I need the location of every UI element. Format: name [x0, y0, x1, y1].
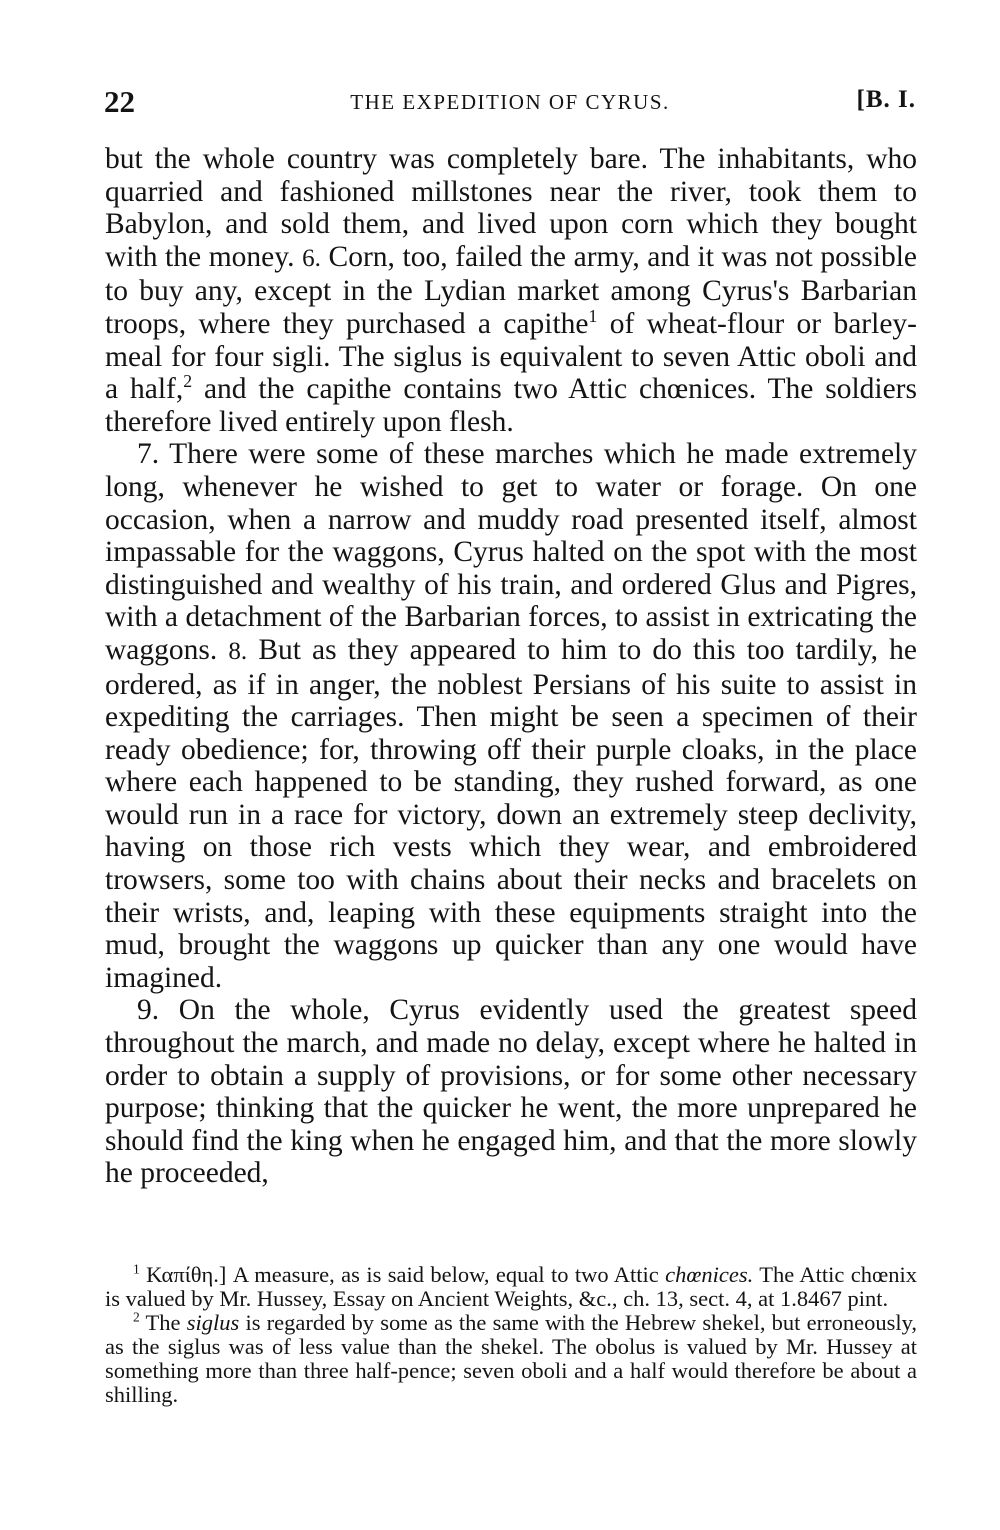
footnote-marker: 2: [133, 1309, 140, 1325]
text-run: The Attic chœnix is valued by Mr. Hussey, Essay on Ancient Weights, &c., ch. 13, sect. 4, at 1.8467 pint.: [105, 1262, 918, 1311]
footnote: [105, 1311, 917, 1407]
text-run: A measure, as is said below, equal to two Attic: [232, 1262, 659, 1287]
text-run: is regarded by some as the same with the Hebrew shekel, but erroneously, as the siglus was of less value than the shekel. The obolus is valued by Mr. Hussey at something more than three half-pence; seven oboli and a half would therefore be about a shilling.: [105, 1310, 917, 1407]
section-number: 7.: [137, 438, 160, 471]
footnote: [105, 1263, 917, 1311]
paragraph: [105, 438, 917, 994]
text-run: There were some of these marches which he made extremely long, whenever he wished to get to water or forage. On one occasion, when a narrow and muddy road presented itself, almost impassable for the waggons, Cyrus halted on the spot with the most distinguished and wealthy of his train, and ordered Glus and Pigres, with a detachment of the Barbarian forces, to assist in extricating the waggons.: [105, 438, 917, 666]
greek-term: Καπίθη.]: [146, 1262, 227, 1287]
text-run: On the whole, Cyrus evidently used the greatest speed throughout the march, and made no delay, except where he halted in order to obtain a supply of provisions, or for some other necessary purpose; thinking that the quicker he went, the more unprepared he should find the king when he engaged him, and that the more slowly he proceeded,: [105, 994, 917, 1190]
section-number: 8.: [228, 637, 248, 665]
section-number: 6.: [302, 244, 321, 272]
footnote-marker: 1: [133, 1261, 140, 1277]
footnote-ref: 1: [588, 306, 598, 327]
italic-term: chœnices.: [665, 1262, 754, 1287]
book-reference: [B. I.: [856, 86, 916, 113]
page-header: [104, 84, 916, 124]
text-run: but the whole country was completely bare. The inhabitants, who quarried and fashioned millstones near the river, took them to Babylon, and sold them, and lived upon corn which they bought with the money.: [105, 143, 917, 273]
italic-term: siglus: [186, 1310, 240, 1335]
text-run: and the capithe contains two Attic chœnices. The soldiers therefore lived entirely upon flesh.: [105, 373, 917, 438]
paragraph: [105, 994, 917, 1190]
text-run: But as they appeared to him to do this too tardily, he ordered, as if in anger, the noblest Persians of his suite to assist in expediting the carriages. Then might be seen a specimen of their ready obedience; for, throwing off their purple cloaks, in the place where each happened to be standing, they rushed forward, as one would run in a race for victory, down an extremely steep declivity, having on those rich vests which they wear, and embroidered trowsers, some too with chains about their necks and bracelets on their wrists, and, leaping with these equipments straight into the mud, brought the waggons up quicker than any one would have imagined.: [105, 633, 917, 994]
footnote-ref: 2: [183, 371, 193, 392]
footnotes: [105, 1263, 917, 1407]
text-run: Corn, too, failed the army, and it was not possible to buy any, except in the Lydian market among Cyrus's Barbarian troops, where they purchased a capithe: [105, 240, 918, 340]
page-number: 22: [104, 84, 135, 119]
section-number: 9.: [137, 994, 160, 1027]
text-run: of wheat-flour or barley-meal for four sigli. The siglus is equivalent to seven Attic oboli and a half,: [105, 307, 917, 406]
paragraph: [105, 143, 917, 438]
running-title: THE EXPEDITION OF CYRUS.: [350, 90, 670, 114]
text-run: The: [145, 1310, 181, 1335]
main-text: [105, 143, 917, 1190]
